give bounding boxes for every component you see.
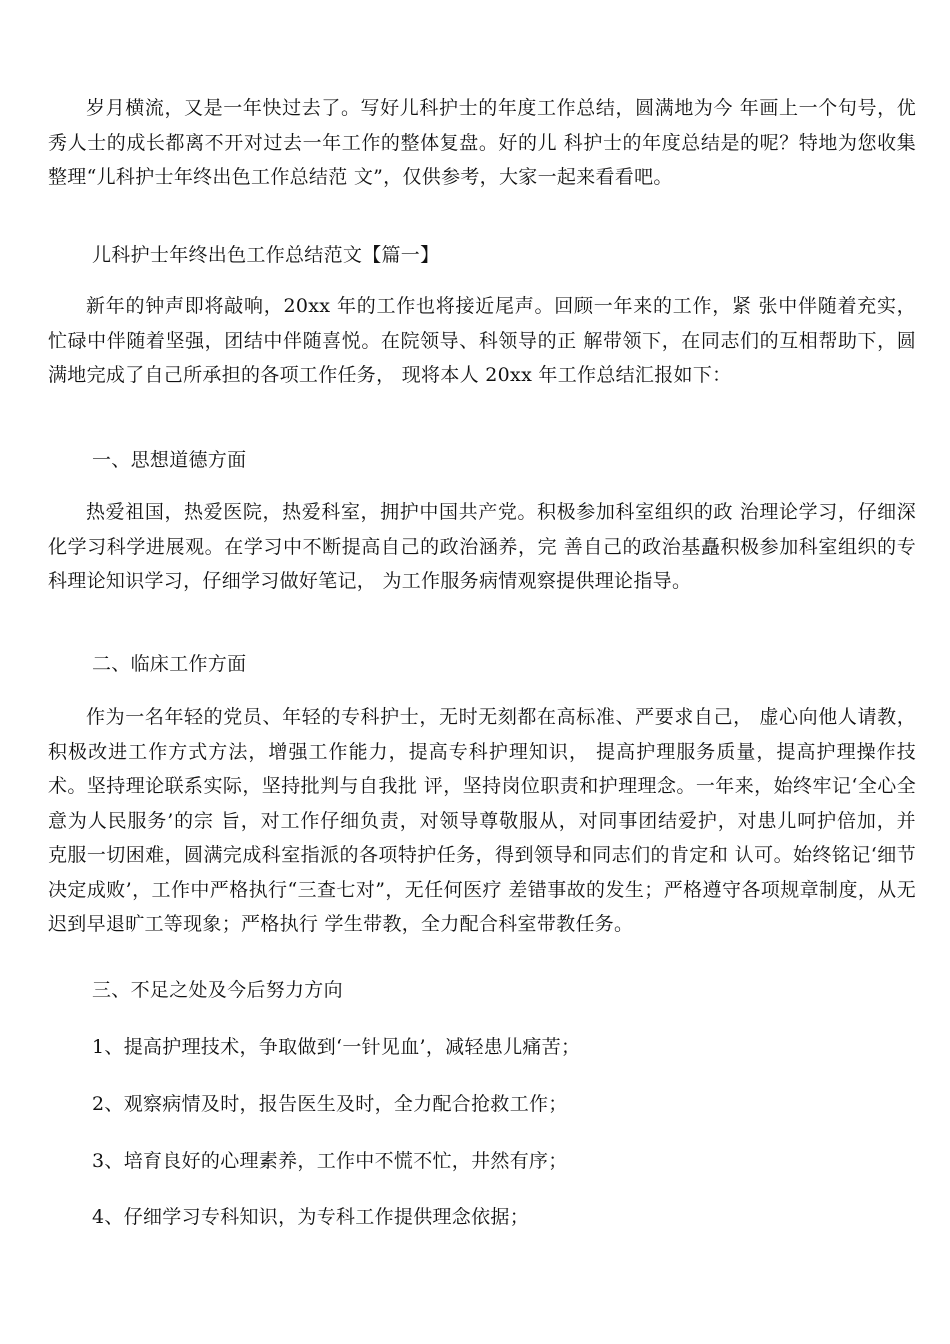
list-item: 2、观察病情及时，报告医生及时，全力配合抢救工作； [92,1093,568,1115]
section-heading-ideology: 一、思想道德方面 [92,449,247,471]
list-item: 1、提高护理技术，争取做到‘一针见血’，减轻患儿痛苦； [92,1036,581,1058]
document-title: 儿科护士年终出色工作总结范文【篇一】 [92,244,440,266]
section-heading-clinical: 二、临床工作方面 [92,653,247,675]
paragraph-opening: 新年的钟声即将敲响，20xx 年的工作也将接近尾声。回顾一年来的工作，紧 张中伴随着充实，忙碌中伴随着坚强，团结中伴随喜悦。在院领导、科领导的正 解带领下，在同志们的互相帮助下，圆满地完成了自己所承担的各项工作任务， 现将本人 20xx 年工作总结汇报如下： [48,295,916,386]
section-heading-improvement: 三、不足之处及今后努力方向 [92,979,343,1001]
list-item: 3、培育良好的心理素养，工作中不慌不忙，井然有序； [92,1150,568,1172]
list-item: 4、仔细学习专科知识，为专科工作提供理念依据； [92,1206,529,1228]
paragraph-ideology: 热爱祖国，热爱医院，热爱科室，拥护中国共产党。积极参加科室组织的政 治理论学习，仔细深化学习科学进展观。在学习中不断提高自己的政治涵养，完 善自己的政治基矗积极参加科室组织的专科理论知识学习，仔细学习做好笔记， 为工作服务病情观察提供理论指导。 [48,501,916,592]
intro-paragraph: 岁月横流，又是一年快过去了。写好儿科护士的年度工作总结，圆满地为今 年画上一个句号，优秀人士的成长都离不开对过去一年工作的整体复盘。好的儿 科护士的年度总结是的呢？特地为您收集整理“儿科护士年终出色工作总结范 文”，仅供参考，大家一起来看看吧。 [48,97,916,188]
paragraph-clinical: 作为一名年轻的党员、年轻的专科护士，无时无刻都在高标准、严要求自己， 虚心向他人请教，积极改进工作方式方法，增强工作能力，提高专科护理知识， 提高护理服务质量，提高护理操作技术。坚持理论联系实际，坚持批判与自我批 评，坚持岗位职责和护理理念。一年来，始终牢记‘全心全意为人民服务’的宗 旨，对工作仔细负责，对领导尊敬服从，对同事团结爱护，对患儿呵护倍加，并 克服一切困难，圆满完成科室指派的各项特护任务，得到领导和同志们的肯定和 认可。始终铭记‘细节决定成败’，工作中严格执行“三查七对”，无任何医疗 差错事故的发生；严格遵守各项规章制度，从无迟到早退旷工等现象；严格执行 学生带教，全力配合科室带教任务。 [48,706,916,935]
